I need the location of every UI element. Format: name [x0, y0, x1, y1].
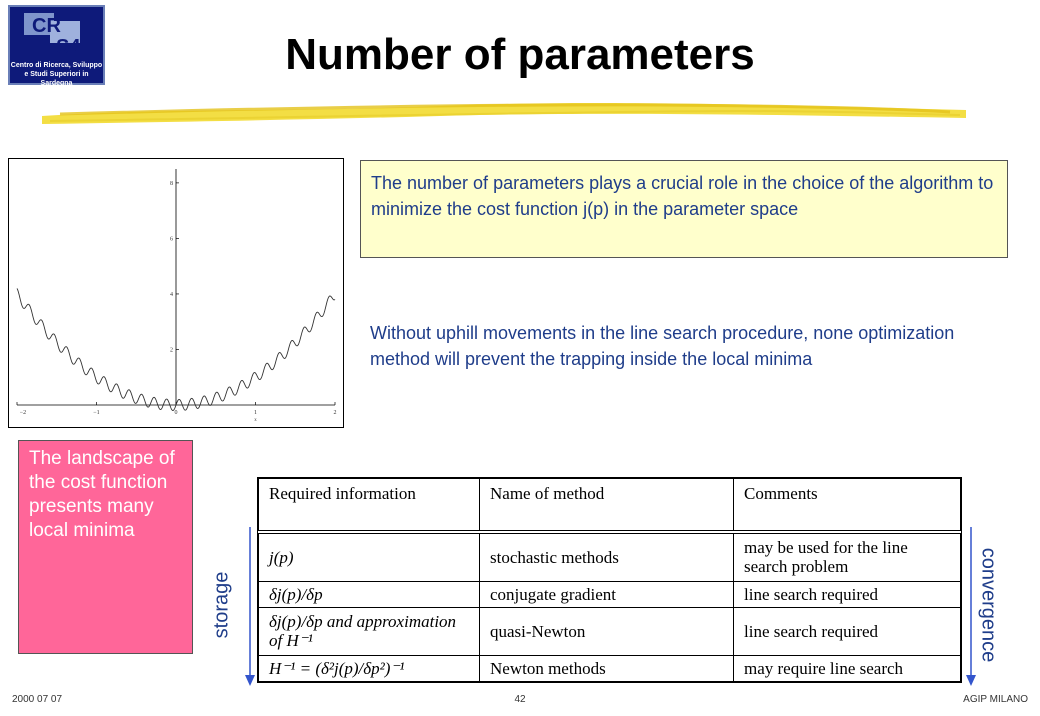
table-header-row	[259, 479, 961, 533]
convergence-label-wrap	[968, 535, 1008, 675]
row-method: Newton methods	[480, 655, 734, 682]
cost-function-chart	[9, 159, 343, 427]
table-row	[259, 608, 961, 655]
storage-label-wrap	[202, 560, 242, 650]
row-method: quasi-Newton	[480, 608, 734, 655]
x-axis-label: x	[254, 418, 257, 423]
line-search-note: Without uphill movements in the line search procedure, none optimization method will prevent the trapping inside the local minima	[370, 323, 955, 369]
footer-date: 2000 07 07	[12, 694, 63, 705]
x-tick-label: 0	[174, 410, 178, 416]
row-comment: may require line search	[734, 655, 961, 682]
row-method: stochastic methods	[480, 532, 734, 581]
logo-line-2: e Studi Superiori in Sardegna	[24, 71, 89, 87]
row-method: conjugate gradient	[480, 581, 734, 607]
logo-line-1: Centro di Ricerca, Sviluppo	[10, 62, 103, 69]
x-tick-label: 1	[254, 410, 257, 416]
cost-function-plot	[8, 158, 344, 428]
row-info: H⁻¹ = (δ²j(p)/δp²)⁻¹	[259, 655, 480, 682]
methods-table	[257, 477, 962, 683]
page-title: Number of parameters	[285, 30, 755, 79]
row-info: j(p)	[259, 532, 480, 581]
row-info: δj(p)/δp and approximation of H⁻¹	[259, 608, 480, 655]
row-comment: line search required	[734, 581, 961, 607]
convergence-label: convergence	[977, 547, 1000, 663]
table-row	[259, 532, 961, 581]
header-comments: Comments	[734, 479, 961, 533]
table-row	[259, 655, 961, 682]
y-tick-label: 4	[170, 291, 173, 298]
y-tick-label: 2	[170, 347, 173, 354]
table-row	[259, 581, 961, 607]
brush-stroke-divider	[40, 94, 970, 130]
landscape-callout: The landscape of the cost function presents many local minima	[18, 440, 193, 654]
storage-arrow-icon	[244, 527, 256, 687]
logo-letters-1: CR	[32, 15, 61, 37]
parameters-callout: The number of parameters plays a crucial role in the choice of the algorithm to minimize the cost function j(p) in the parameter space	[360, 160, 1008, 258]
row-comment: may be used for the line search problem	[734, 532, 961, 581]
x-tick-label: −1	[93, 410, 100, 416]
y-tick-label: 6	[170, 236, 173, 243]
row-comment: line search required	[734, 608, 961, 655]
x-tick-label: −2	[19, 410, 27, 416]
row-info: δj(p)/δp	[259, 581, 480, 607]
x-tick-label: 2	[333, 410, 337, 416]
logo-letters-2: S4	[56, 36, 81, 58]
header-name-of-method: Name of method	[480, 479, 734, 533]
y-tick-label: 8	[170, 180, 173, 187]
header-required-information: Required information	[259, 479, 480, 533]
footer-organization: AGIP MILANO	[963, 694, 1028, 705]
storage-label: storage	[210, 571, 233, 639]
footer-page-number: 42	[514, 694, 526, 705]
